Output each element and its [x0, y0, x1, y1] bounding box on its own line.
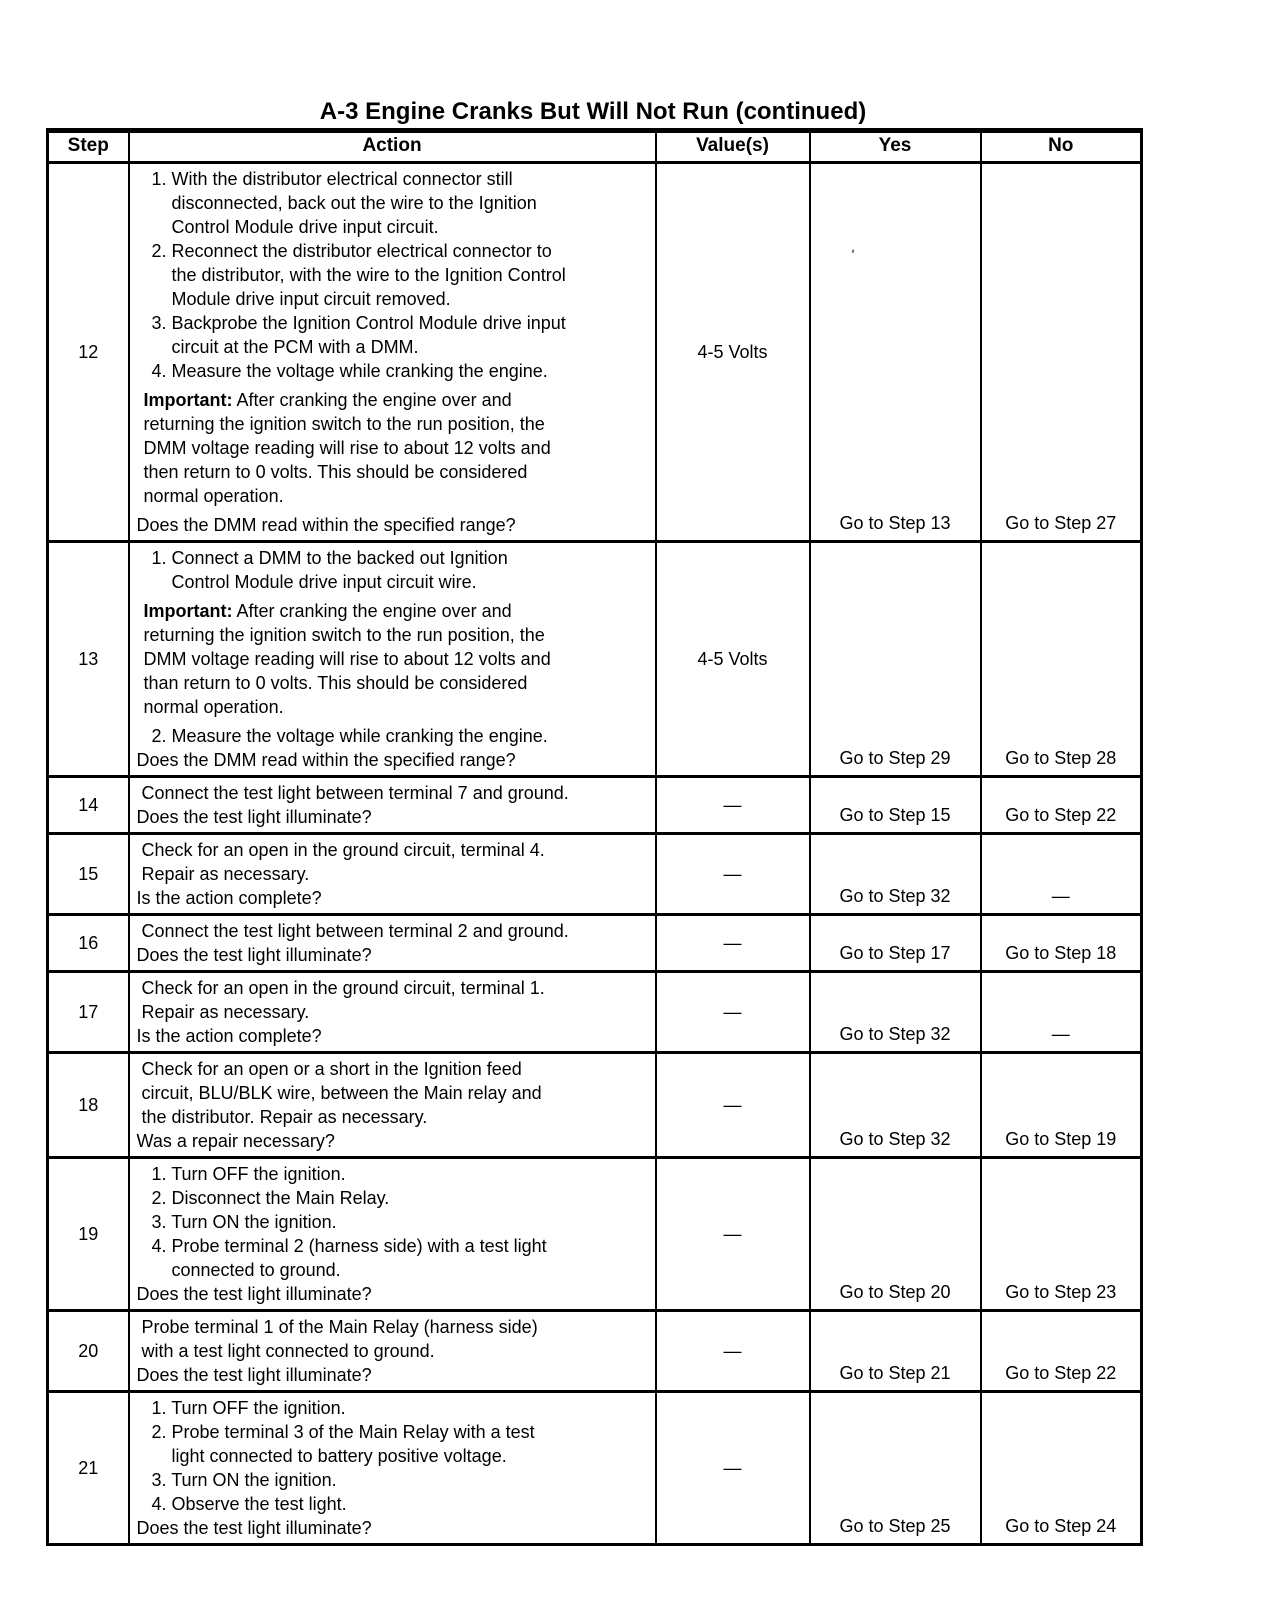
table-row	[48, 972, 1142, 1053]
action-cell	[129, 163, 656, 542]
action-line: normal operation.	[143, 697, 284, 717]
step-cell: 14	[48, 777, 129, 834]
action-line: DMM voltage reading will rise to about 12 volts and	[143, 649, 551, 669]
action-line: Does the test light illuminate?	[136, 1518, 372, 1538]
action-line: 3. Turn ON the ignition.	[151, 1470, 337, 1490]
no-cell: Go to Step 18	[981, 915, 1142, 972]
action-line: disconnected, back out the wire to the Ignition	[171, 193, 537, 213]
step-cell: 15	[48, 834, 129, 915]
value-cell: —	[656, 777, 810, 834]
yes-cell: Go to Step 32	[810, 834, 981, 915]
action-line: 1. Turn OFF the ignition.	[151, 1398, 346, 1418]
header-cell-step: Step	[48, 131, 129, 163]
action-line: 1. Turn OFF the ignition.	[151, 1164, 346, 1184]
table-row	[48, 163, 1142, 542]
action-line: Repair as necessary.	[141, 864, 310, 884]
value-cell: —	[656, 1053, 810, 1158]
yes-cell: Go to Step 15	[810, 777, 981, 834]
step-cell: 16	[48, 915, 129, 972]
action-line: 1. Connect a DMM to the backed out Ignition	[151, 548, 508, 568]
action-line: Does the test light illuminate?	[136, 807, 372, 827]
table-row	[48, 542, 1142, 777]
yes-cell: Go to Step 25	[810, 1392, 981, 1545]
action-line: Control Module drive input circuit.	[171, 217, 439, 237]
value-cell: —	[656, 1392, 810, 1545]
value-cell: 4-5 Volts	[656, 542, 810, 777]
page-title: A-3 Engine Cranks But Will Not Run (continued)	[319, 98, 867, 125]
action-line: circuit at the PCM with a DMM.	[171, 337, 419, 357]
action-line: with a test light connected to ground.	[141, 1341, 435, 1361]
important-label: Important:	[143, 601, 233, 621]
action-line: 4. Observe the test light.	[151, 1494, 347, 1514]
no-cell: —	[981, 972, 1142, 1053]
table-row	[48, 1392, 1142, 1545]
header-cell-no: No	[981, 131, 1142, 163]
action-cell	[129, 1311, 656, 1392]
action-line: Control Module drive input circuit wire.	[171, 572, 477, 592]
no-cell: Go to Step 22	[981, 1311, 1142, 1392]
step-cell: 20	[48, 1311, 129, 1392]
table-row	[48, 915, 1142, 972]
action-line: Module drive input circuit removed.	[171, 289, 451, 309]
action-line: the distributor. Repair as necessary.	[141, 1107, 428, 1127]
no-cell: Go to Step 22	[981, 777, 1142, 834]
action-line: Connect the test light between terminal 7 and ground.	[141, 783, 569, 803]
header-cell-values: Value(s)	[656, 131, 810, 163]
no-cell: Go to Step 24	[981, 1392, 1142, 1545]
header-cell-yes: Yes	[810, 131, 981, 163]
action-line: 2. Reconnect the distributor electrical connector to	[151, 241, 552, 261]
action-line: Connect the test light between terminal 2 and ground.	[141, 921, 569, 941]
action-line: Is the action complete?	[136, 1026, 322, 1046]
action-line: 3. Backprobe the Ignition Control Module drive input	[151, 313, 566, 333]
table-row	[48, 1311, 1142, 1392]
action-line: Important: After cranking the engine over and	[143, 390, 512, 410]
action-line: Probe terminal 1 of the Main Relay (harness side)	[141, 1317, 538, 1337]
important-label: Important:	[143, 390, 233, 410]
yes-cell: Go to Step 32	[810, 972, 981, 1053]
yes-cell: Go to Step 17	[810, 915, 981, 972]
value-cell: —	[656, 1158, 810, 1311]
step-cell: 13	[48, 542, 129, 777]
action-line: Important: After cranking the engine over and	[143, 601, 512, 621]
step-cell: 12	[48, 163, 129, 542]
step-cell: 19	[48, 1158, 129, 1311]
action-line: Check for an open in the ground circuit, terminal 1.	[141, 978, 545, 998]
step-cell: 18	[48, 1053, 129, 1158]
action-line: returning the ignition switch to the run position, the	[143, 414, 545, 434]
no-cell: Go to Step 23	[981, 1158, 1142, 1311]
action-line: 1. With the distributor electrical connector still	[151, 169, 513, 189]
action-line: than return to 0 volts. This should be considered	[143, 673, 528, 693]
action-cell	[129, 777, 656, 834]
yes-cell: Go to Step 32	[810, 1053, 981, 1158]
value-cell: —	[656, 834, 810, 915]
action-line: connected to ground.	[171, 1260, 341, 1280]
action-line: 4. Measure the voltage while cranking the engine.	[151, 361, 548, 381]
action-line: Check for an open or a short in the Ignition feed	[141, 1059, 522, 1079]
yes-cell: Go to Step 21	[810, 1311, 981, 1392]
action-cell	[129, 542, 656, 777]
action-line: Does the DMM read within the specified range?	[136, 515, 516, 535]
action-cell	[129, 915, 656, 972]
step-cell: 21	[48, 1392, 129, 1545]
action-line: Repair as necessary.	[141, 1002, 310, 1022]
action-line: DMM voltage reading will rise to about 12 volts and	[143, 438, 551, 458]
action-line: Check for an open in the ground circuit, terminal 4.	[141, 840, 545, 860]
action-line: 2. Measure the voltage while cranking the engine.	[151, 726, 548, 746]
value-cell: —	[656, 1311, 810, 1392]
action-line: 4. Probe terminal 2 (harness side) with a test light	[151, 1236, 547, 1256]
table-row	[48, 777, 1142, 834]
action-cell	[129, 834, 656, 915]
yes-cell: Go to Step 13	[810, 163, 981, 542]
value-cell: —	[656, 972, 810, 1053]
action-line: Does the test light illuminate?	[136, 945, 372, 965]
action-line: returning the ignition switch to the run position, the	[143, 625, 545, 645]
action-cell	[129, 972, 656, 1053]
diagnostic-table	[46, 128, 1143, 1546]
action-line: Does the test light illuminate?	[136, 1365, 372, 1385]
no-cell: Go to Step 27	[981, 163, 1142, 542]
scan-artifact-mark: '	[849, 246, 856, 265]
action-line: normal operation.	[143, 486, 284, 506]
step-cell: 17	[48, 972, 129, 1053]
action-cell	[129, 1158, 656, 1311]
table-row	[48, 1053, 1142, 1158]
yes-cell: Go to Step 20	[810, 1158, 981, 1311]
action-line: light connected to battery positive voltage.	[171, 1446, 507, 1466]
action-line: 3. Turn ON the ignition.	[151, 1212, 337, 1232]
table-row	[48, 834, 1142, 915]
action-line: then return to 0 volts. This should be considered	[143, 462, 528, 482]
action-line: Was a repair necessary?	[136, 1131, 335, 1151]
action-cell	[129, 1392, 656, 1545]
header-row	[48, 131, 1142, 163]
no-cell: Go to Step 19	[981, 1053, 1142, 1158]
action-line: Does the test light illuminate?	[136, 1284, 372, 1304]
action-line: Does the DMM read within the specified range?	[136, 750, 516, 770]
value-cell: —	[656, 915, 810, 972]
table-body	[48, 163, 1142, 1545]
value-cell: 4-5 Volts	[656, 163, 810, 542]
no-cell: —	[981, 834, 1142, 915]
action-line: 2. Disconnect the Main Relay.	[151, 1188, 390, 1208]
action-line: the distributor, with the wire to the Ignition Control	[171, 265, 566, 285]
table-row	[48, 1158, 1142, 1311]
header-cell-action: Action	[129, 131, 656, 163]
action-line: circuit, BLU/BLK wire, between the Main relay and	[141, 1083, 542, 1103]
action-line: Is the action complete?	[136, 888, 322, 908]
action-line: 2. Probe terminal 3 of the Main Relay with a test	[151, 1422, 535, 1442]
action-cell	[129, 1053, 656, 1158]
no-cell: Go to Step 28	[981, 542, 1142, 777]
yes-cell: Go to Step 29	[810, 542, 981, 777]
